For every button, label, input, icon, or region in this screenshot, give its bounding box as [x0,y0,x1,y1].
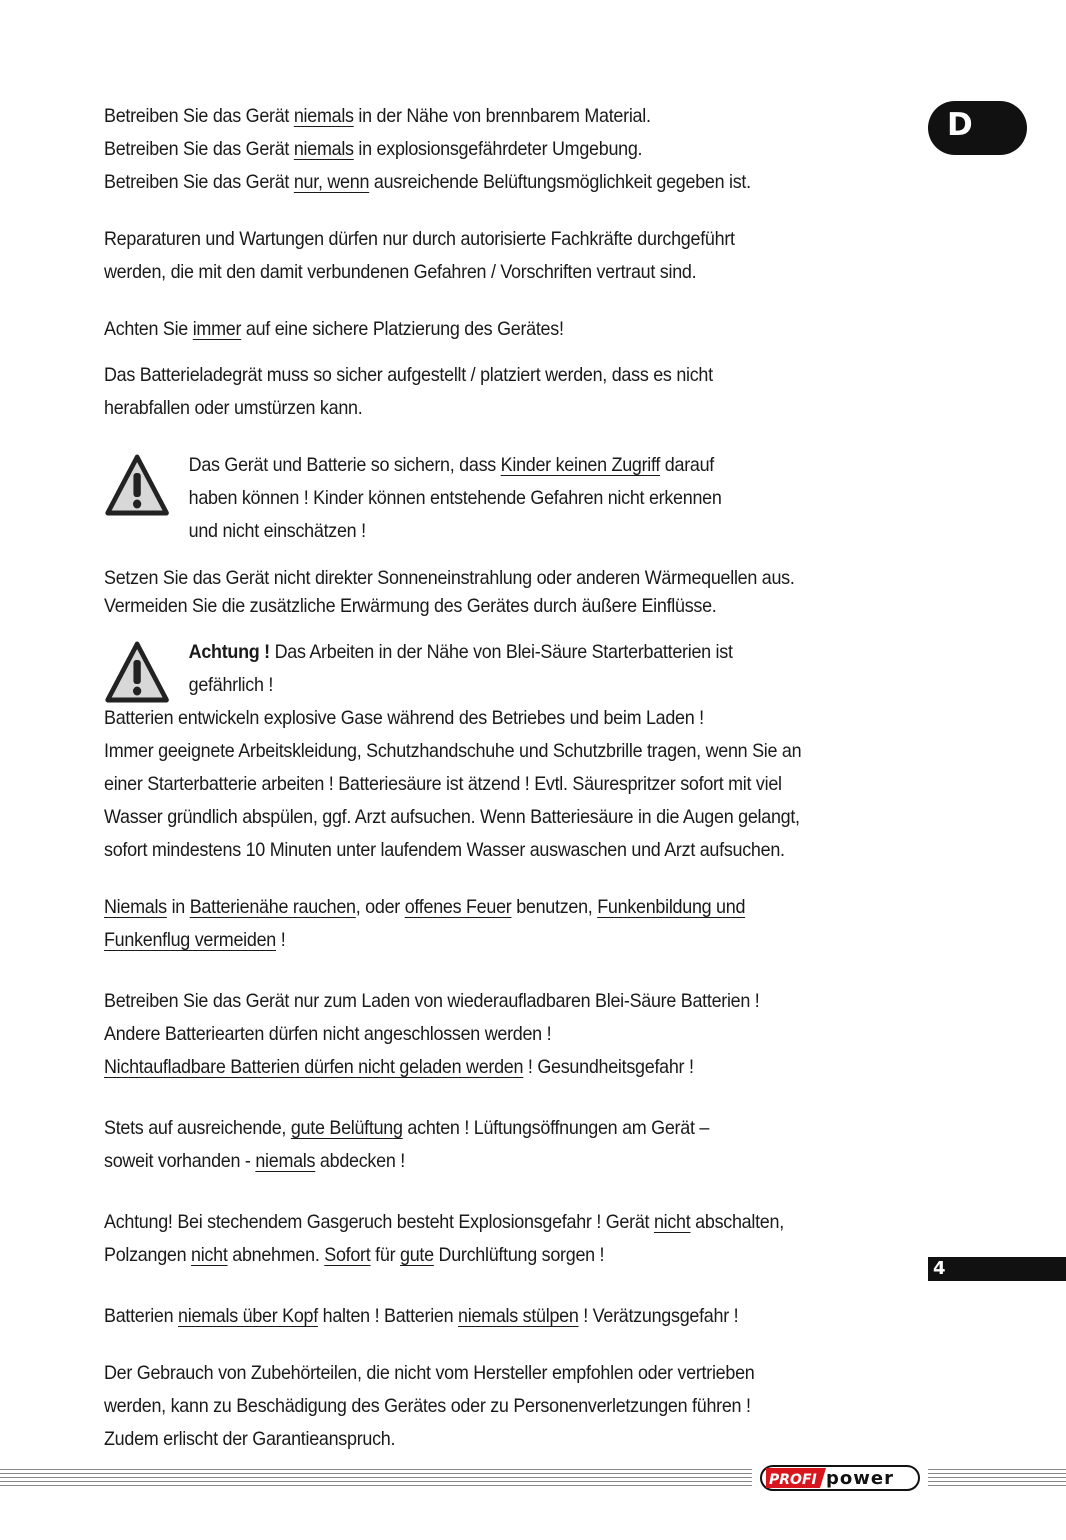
emphasis: Funkenflug vermeiden [104,929,276,951]
text: ! [275,929,286,951]
paragraph [104,564,840,620]
paragraph [104,985,840,1084]
emphasis: nicht [653,1211,691,1233]
emphasis: Funkenbildung und [597,896,746,918]
text: Betreiben Sie das Gerät [104,171,294,193]
paragraph [104,166,840,199]
safety-instructions [104,100,840,1456]
profi-power-logo [760,1465,920,1491]
text: gefährlich ! [188,674,274,696]
text: herabfallen oder umstürzen kann. [104,397,363,419]
paragraph [104,100,840,133]
text: auf eine sichere Platzierung des Gerätes! [241,318,564,340]
emphasis: niemals über Kopf [178,1305,318,1327]
emphasis: offenes Feuer [404,896,512,918]
text: Batterien entwickeln explosive Gase während des Betriebes und beim Laden ! [104,707,704,729]
page-number: 4 [933,1258,946,1279]
text: Wasser gründlich abspülen, ggf. Arzt aufsuchen. Wenn Batteriesäure in die Augen gelangt, [104,806,800,828]
text: ausreichende Belüftungsmöglichkeit gegeben ist. [369,171,751,193]
paragraph [104,223,840,289]
warning-battery-acid [104,636,840,702]
text: achten ! Lüftungsöffnungen am Gerät – [402,1117,710,1139]
text: werden, die mit den damit verbundenen Gefahren / Vorschriften vertraut sind. [104,261,697,283]
paragraph [104,1357,840,1456]
emphasis: Nichtaufladbare Batterien dürfen nicht geladen werden [104,1056,524,1078]
text: abschalten, [690,1211,784,1233]
emphasis: Batterienähe rauchen [189,896,356,918]
language-tab-label: D [947,107,973,143]
text: Zudem erlischt der Garantieanspruch. [104,1428,396,1450]
warning-triangle-icon [104,640,170,704]
emphasis: gute [399,1244,434,1266]
text: Betreiben Sie das Gerät nur zum Laden von wiederaufladbaren Blei-Säure Batterien ! [104,990,760,1012]
text: Der Gebrauch von Zubehörteilen, die nicht vom Hersteller empfohlen oder vertrieben [104,1362,755,1384]
paragraph [104,1112,840,1178]
text: Setzen Sie das Gerät nicht direkter Sonneneinstrahlung oder anderen Wärmequellen aus. [104,567,795,589]
page-number-bar [928,1257,1066,1281]
emphasis: niemals stülpen [458,1305,579,1327]
text: darauf [660,454,715,476]
logo-profi-text: PROFI [769,1472,817,1488]
text: sofort mindestens 10 Minuten unter laufendem Wasser auswaschen und Arzt aufsuchen. [104,839,785,861]
text: halten ! Batterien [317,1305,459,1327]
paragraph [189,449,840,548]
text: Andere Batteriearten dürfen nicht angeschlossen werden ! [104,1023,552,1045]
text: haben können ! Kinder können entstehende Gefahren nicht erkennen [188,487,722,509]
paragraph [104,359,840,425]
emphasis: niemals [293,138,354,160]
text: abnehmen. [227,1244,325,1266]
paragraph [104,891,840,957]
text: soweit vorhanden - [104,1150,256,1172]
logo-power-text: power [826,1468,894,1489]
text: Das Batterieladegrät muss so sicher aufgestellt / platziert werden, dass es nicht [104,364,713,386]
paragraph [104,702,840,867]
emphasis: gute Belüftung [290,1117,403,1139]
warning-triangle-icon [104,453,170,517]
text: ! Gesundheitsgefahr ! [523,1056,694,1078]
footer-rule-right [928,1469,1066,1487]
emphasis: niemals [255,1150,316,1172]
language-tab [928,101,1027,155]
emphasis: nur, wenn [293,171,370,193]
text: benutzen, [511,896,598,918]
text: Betreiben Sie das Gerät [104,105,294,127]
text: Achtung! Bei stechendem Gasgeruch besteht Explosionsgefahr ! Gerät [104,1211,654,1233]
emphasis: Sofort [324,1244,371,1266]
emphasis: Kinder keinen Zugriff [500,454,661,476]
paragraph [104,1300,840,1333]
text: Vermeiden Sie die zusätzliche Erwärmung des Gerätes durch äußere Einflüsse. [104,595,717,617]
text: und nicht einschätzen ! [188,520,366,542]
paragraph [189,636,840,702]
text: in explosionsgefährdeter Umgebung. [353,138,643,160]
text: ! Verätzungsgefahr ! [578,1305,739,1327]
paragraph [104,133,840,166]
text: in der Nähe von brennbarem Material. [353,105,651,127]
emphasis: Niemals [104,896,167,918]
text: , oder [355,896,405,918]
text: Batterien [104,1305,179,1327]
text: Reparaturen und Wartungen dürfen nur durch autorisierte Fachkräfte durchgeführt [104,228,735,250]
warning-children [104,449,840,548]
emphasis: immer [192,318,242,340]
text: werden, kann zu Beschädigung des Gerätes oder zu Personenverletzungen führen ! [104,1395,751,1417]
text: abdecken ! [315,1150,405,1172]
text: Polzangen [104,1244,192,1266]
footer-rule-left [0,1469,752,1487]
text: Durchlüftung sorgen ! [433,1244,605,1266]
paragraph [104,1206,840,1272]
text: einer Starterbatterie arbeiten ! Batteriesäure ist ätzend ! Evtl. Säurespritzer sofort mit viel [104,773,782,795]
text: Stets auf ausreichende, [104,1117,291,1139]
warning-heading: Achtung ! [188,641,270,663]
paragraph [104,313,840,346]
text: für [370,1244,400,1266]
text: Das Arbeiten in der Nähe von Blei-Säure Starterbatterien ist [269,641,733,663]
text: Achten Sie [104,318,193,340]
text: Das Gerät und Batterie so sichern, dass [188,454,501,476]
text: in [166,896,190,918]
emphasis: niemals [293,105,354,127]
text: Immer geeignete Arbeitskleidung, Schutzhandschuhe und Schutzbrille tragen, wenn Sie an [104,740,802,762]
emphasis: nicht [191,1244,228,1266]
text: Betreiben Sie das Gerät [104,138,294,160]
